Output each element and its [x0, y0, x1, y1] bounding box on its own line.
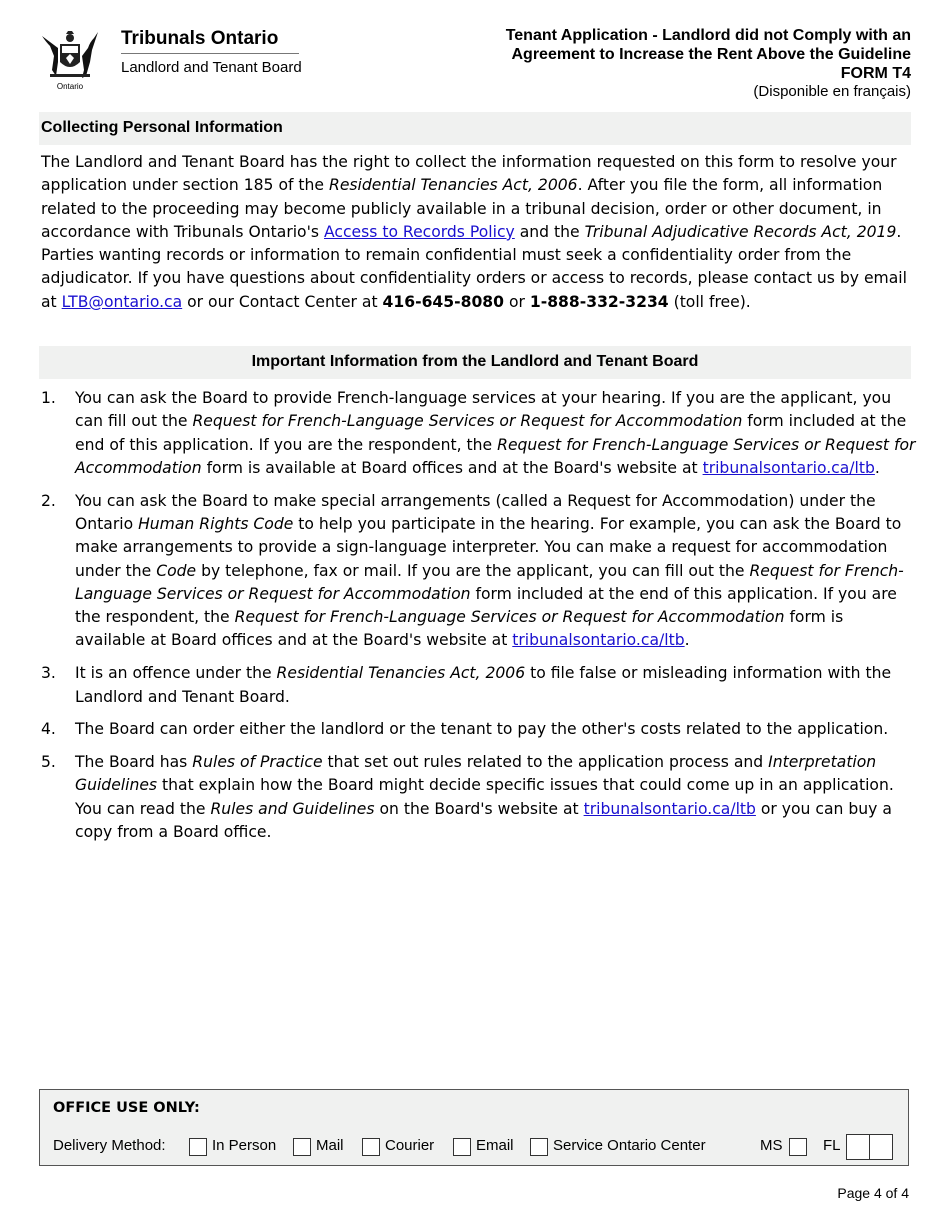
list-item: 5. The Board has Rules of Practice that set out rules related to the application process and Interpretation Guidelines that explain how the Board might decide specific issues that could come up in an application. You can read the Rules and Guidelines on the Board's website at tribunalsontario.ca/ltb or you can buy a copy from a Board office. [41, 753, 894, 842]
org-name: Tribunals Ontario [121, 28, 279, 49]
service-ontario-checkbox[interactable] [530, 1138, 548, 1156]
form-title-line2: Agreement to Increase the Rent Above the Guideline [511, 46, 911, 63]
delivery-method-row [53, 1137, 898, 1157]
page-number: Page 4 of 4 [837, 1185, 909, 1201]
ontario-coat-of-arms-logo [36, 26, 104, 94]
logo-caption: Ontario [56, 82, 84, 91]
ltb-website-link[interactable]: tribunalsontario.ca/ltb [583, 799, 756, 818]
important-info-heading: Important Information from the Landlord and Tenant Board [39, 346, 911, 379]
courier-checkbox[interactable] [362, 1138, 380, 1156]
important-info-list [41, 387, 916, 854]
ms-label: MS [760, 1137, 783, 1154]
in-person-checkbox[interactable] [189, 1138, 207, 1156]
org-block [121, 27, 311, 77]
mail-label: Mail [316, 1137, 344, 1154]
french-availability-note: (Disponible en français) [753, 83, 911, 100]
service-ontario-label: Service Ontario Center [553, 1137, 706, 1154]
fl-field-box-1[interactable] [846, 1134, 870, 1160]
phone-number-tollfree: 1-888-332-3234 [529, 292, 669, 311]
ms-checkbox[interactable] [789, 1138, 807, 1156]
in-person-label: In Person [212, 1137, 277, 1154]
form-title-line1: Tenant Application - Landlord did not Comply with an [505, 27, 911, 44]
personal-info-heading: Collecting Personal Information [39, 112, 911, 145]
divider [121, 53, 299, 54]
phone-number-local: 416-645-8080 [382, 292, 504, 311]
office-use-box [39, 1089, 909, 1166]
fl-label: FL [823, 1137, 841, 1154]
fl-field-box-2[interactable] [869, 1134, 893, 1160]
personal-info-paragraph: The Landlord and Tenant Board has the right to collect the information requested on this form to resolve your application under section 185 of the Residential Tenancies Act, 2006. After you file the form, all information related to the proceeding may become publicly available in a tribunal decision, order or other document, in accordance with Tribunals Ontario's Access to Records Policy and the Tribunal Adjudicative Records Act, 2019. Parties wanting records or information to remain confidential must seek a confidentiality order from the adjudicator. If you have questions about confidentiality orders or access to records, please contact us by email at LTB@ontario.ca or our Contact Center at 416-645-8080 or 1-888-332-3234 (toll free). [41, 153, 907, 311]
form-number: FORM T4 [840, 65, 911, 82]
ltb-website-link[interactable]: tribunalsontario.ca/ltb [512, 631, 685, 650]
list-item: 1. You can ask the Board to provide French-language services at your hearing. If you are the applicant, you can fill out the Request for French-Language Services or Request for Accommodation form included at the end of this application. If you are the respondent, the Request for French-Language Services or Request for Accommodation form is available at Board offices and at the Board's website at tribunalsontario.ca/ltb. [41, 389, 916, 477]
access-to-records-link[interactable]: Access to Records Policy [323, 222, 515, 241]
board-name: Landlord and Tenant Board [121, 59, 302, 76]
list-item: 4. The Board can order either the landlord or the tenant to pay the other's costs related to the application. [41, 720, 889, 739]
email-checkbox[interactable] [453, 1138, 471, 1156]
form-title-block [506, 26, 911, 101]
delivery-method-label: Delivery Method: [53, 1137, 166, 1154]
office-use-title: OFFICE USE ONLY: [53, 1100, 200, 1116]
email-label: Email [476, 1137, 514, 1154]
list-item: 2. You can ask the Board to make special arrangements (called a Request for Accommodation) under the Ontario Human Rights Code to help you participate in the hearing. For example, you can ask the Board to make arrangements to provide a sign-language interpreter. You can make a request for accommodation under the Code by telephone, fax or mail. If you are the applicant, you can fill out the Request for French-Language Services or Request for Accommodation form included at the end of this application. If you are the respondent, the Request for French-Language Services or Request for Accommodation form is available at Board offices and at the Board's website at tribunalsontario.ca/ltb. [41, 491, 904, 650]
mail-checkbox[interactable] [293, 1138, 311, 1156]
list-item: 3. It is an offence under the Residential Tenancies Act, 2006 to file false or misleading information with the Landlord and Tenant Board. [41, 664, 892, 706]
email-link[interactable]: LTB@ontario.ca [61, 292, 183, 311]
ltb-website-link[interactable]: tribunalsontario.ca/ltb [702, 458, 875, 477]
courier-label: Courier [385, 1137, 435, 1154]
